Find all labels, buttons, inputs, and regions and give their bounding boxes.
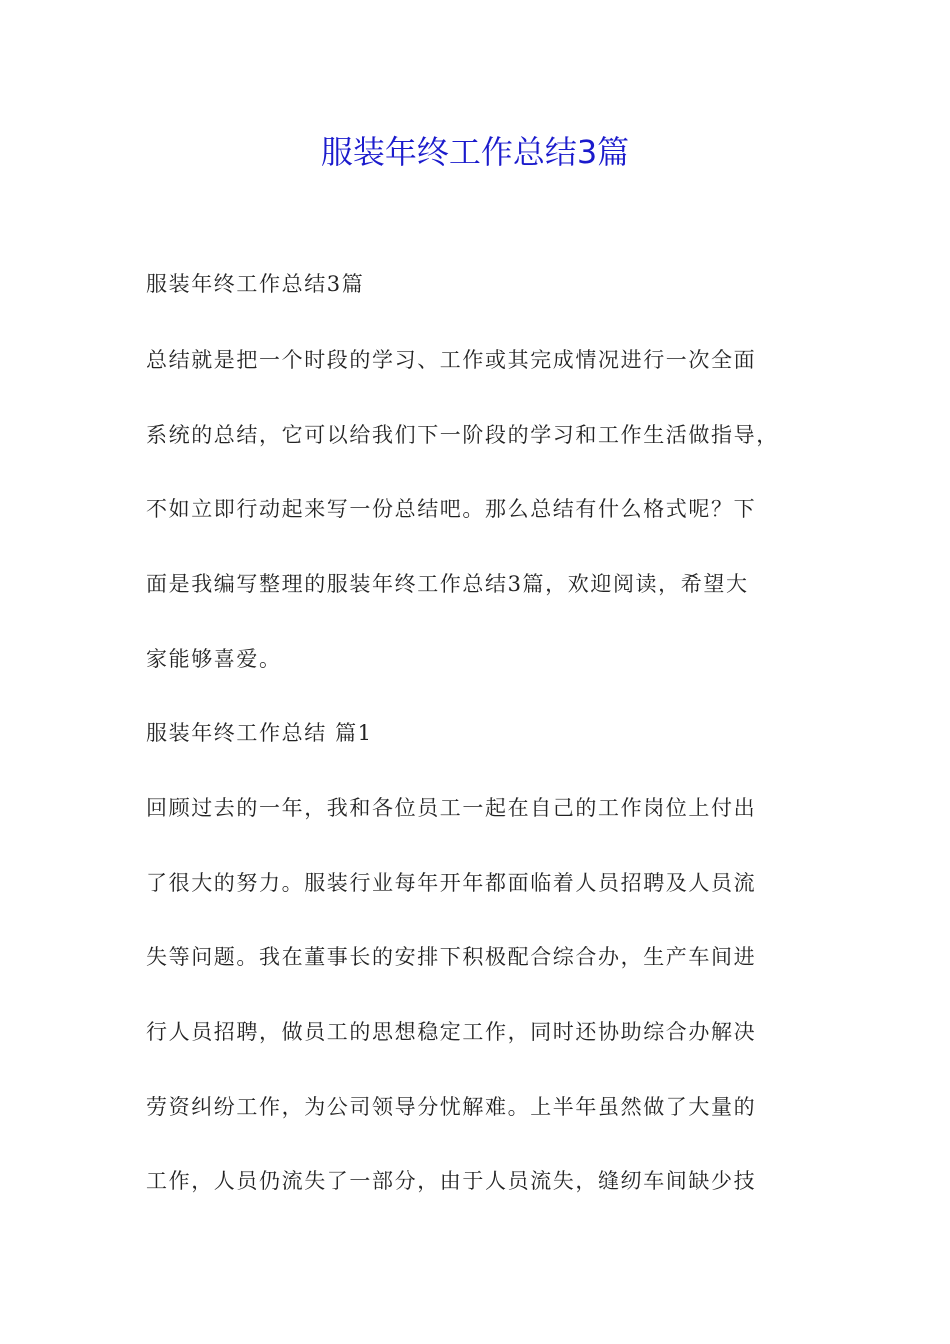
subtitle-line: 服装年终工作总结3篇 bbox=[146, 272, 365, 296]
document-title: 服装年终工作总结3篇 bbox=[320, 133, 630, 171]
body-line: 失等问题。我在董事长的安排下积极配合综合办，生产车间进 bbox=[146, 945, 757, 969]
body-line: 家能够喜爱。 bbox=[146, 647, 282, 671]
body-line: 工作，人员仍流失了一部分，由于人员流失，缝纫车间缺少技 bbox=[146, 1169, 757, 1193]
body-line: 行人员招聘，做员工的思想稳定工作，同时还协助综合办解决 bbox=[146, 1020, 757, 1044]
body-line: 总结就是把一个时段的学习、工作或其完成情况进行一次全面 bbox=[146, 348, 757, 372]
body-line: 不如立即行动起来写一份总结吧。那么总结有什么格式呢？下 bbox=[146, 497, 757, 521]
body-line: 系统的总结，它可以给我们下一阶段的学习和工作生活做指导， bbox=[146, 423, 779, 447]
body-line: 面是我编写整理的服装年终工作总结3篇，欢迎阅读，希望大 bbox=[146, 572, 749, 596]
body-line: 劳资纠纷工作，为公司领导分忧解难。上半年虽然做了大量的 bbox=[146, 1095, 757, 1119]
body-line: 回顾过去的一年，我和各位员工一起在自己的工作岗位上付出 bbox=[146, 796, 757, 820]
body-line: 了很大的努力。服装行业每年开年都面临着人员招聘及人员流 bbox=[146, 871, 757, 895]
section-heading: 服装年终工作总结 篇1 bbox=[146, 721, 373, 745]
